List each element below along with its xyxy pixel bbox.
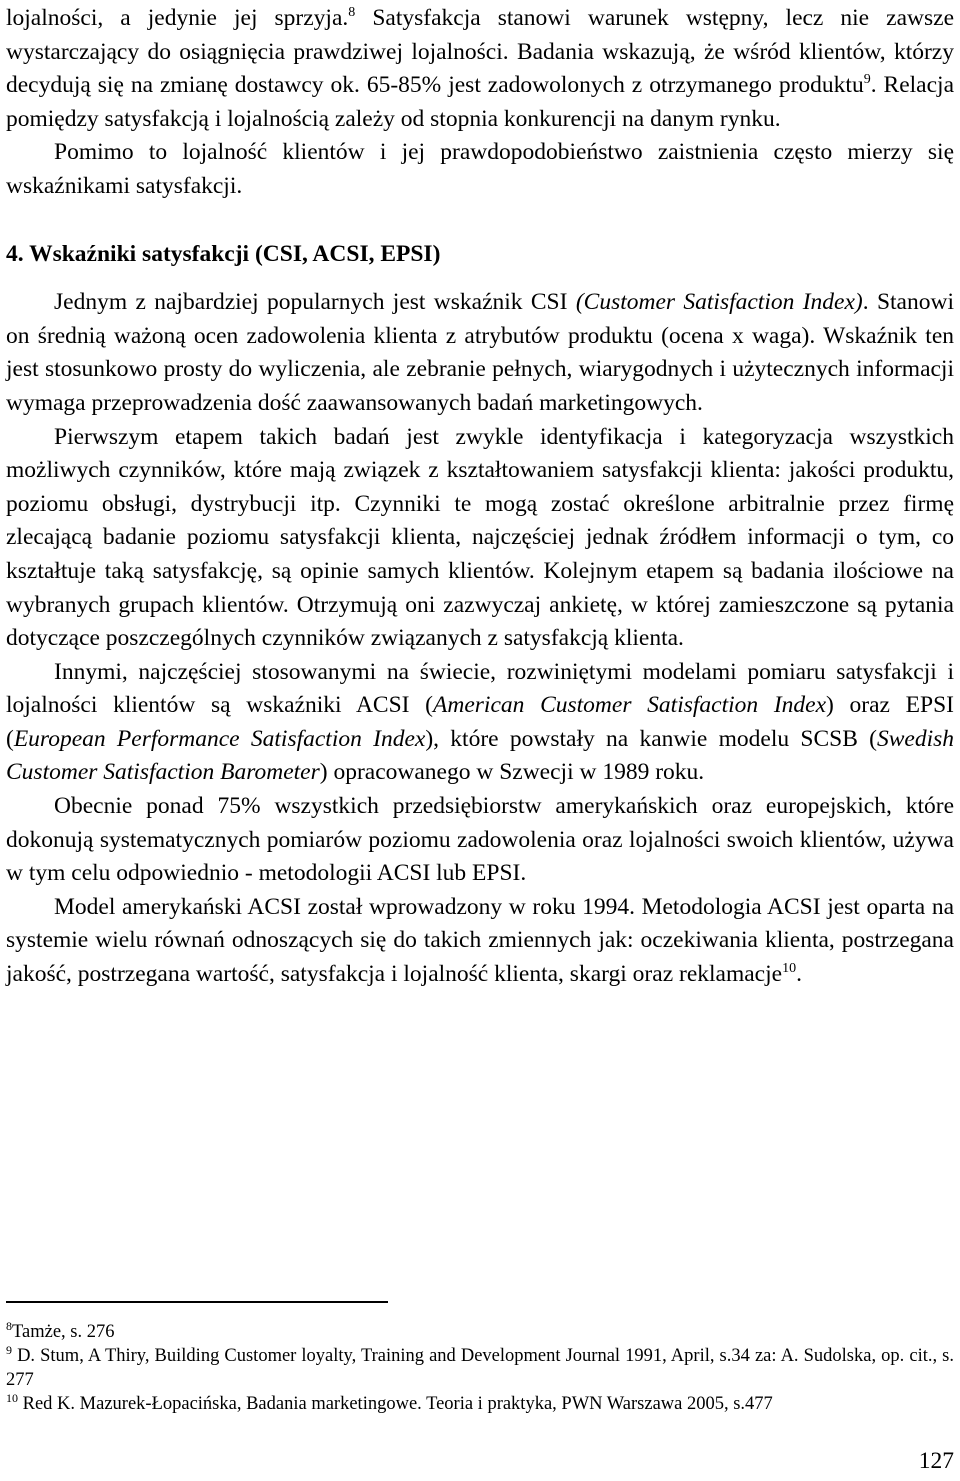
text-run: . Relacja pomiędzy satysfakcją i lojalnością zależy od stopnia konkurencji na danym rynku.	[6, 72, 960, 132]
footnote-separator	[6, 1301, 388, 1303]
text-run: Jednym z najbardziej popularnych jest wskaźnik CSI	[54, 289, 576, 316]
footnote-9	[6, 1344, 954, 1392]
paragraph-model	[6, 891, 960, 992]
text-run: ), które powstały na kanwie modelu SCSB (	[425, 725, 877, 752]
footnote-text: Tamże, s. 276	[12, 1322, 115, 1342]
footnote-number: 10	[6, 1390, 18, 1405]
text-run: .	[796, 961, 802, 988]
footnote-text: Red K. Mazurek-Łopacińska, Badania marketingowe. Teoria i praktyka, PWN Warszawa 2005, s.477	[18, 1394, 773, 1414]
paragraph-etapy: Pierwszym etapem takich badań jest zwykle identyfikacja i kategoryzacja wszystkich możliwych czynników, które mają związek z kształtowaniem satysfakcji klienta: jakości produktu, poziomu obsługi, dystrybucji itp. Czynniki te mogą zostać określone arbitralnie przez firmę zlecającą badanie poziomu satysfakcji klienta, najczęściej jednak źródłem informacji o tym, co kształtuje taką satysfakcję, są opinie samych klientów. Kolejnym etapem są badania ilościowe na wybranych grupach klientów. Otrzymują oni zazwyczaj ankietę, w której zamieszczone są pytania dotyczące poszczególnych czynników związanych z satysfakcją klienta.	[6, 423, 960, 652]
footnote-text: D. Stum, A Thiry, Building Customer loyalty, Training and Development Journal 1991, April, s.34 za: A. Sudolska, op. cit., s. 277	[6, 1346, 954, 1390]
paragraph-acsi-epsi	[6, 656, 960, 790]
paragraph-obecnie: Obecnie ponad 75% wszystkich przedsiębiorstw amerykańskich oraz europejskich, które dokonują systematycznych pomiarów poziomu zadowolenia oraz lojalności swoich klientów, używa w tym celu odpowiednio - metodologii ACSI lub EPSI.	[6, 793, 960, 887]
text-run: Satysfakcja stanowi warunek wstępny, lecz nie zawsze wystarczający do osiągnięcia prawdziwej lojalności. Badania wskazują, że wśród klientów, którzy decydują się na zmianę dostawcy ok. 65-85% jest zadowolonych z otrzymanego produktu	[6, 5, 960, 99]
footnote-8	[6, 1320, 954, 1344]
footnote-10	[6, 1392, 954, 1416]
text-run: Model amerykański ACSI został wprowadzony w roku 1994. Metodologia ACSI jest oparta na systemie wielu równań odnoszących się do takich zmiennych jak: oczekiwania klienta, postrzegana jakość, postrzegana wartość, satysfakcja i lojalność klienta, skargi oraz reklamacje	[6, 893, 960, 988]
text-run: . Stanowi on średnią ważoną ocen zadowolenia klienta z atrybutów produktu (ocena x waga). Wskaźnik ten jest stosunkowo prosty do wyliczenia, ale zebranie pełnych, wiarygodnych i użytecznych informacji wymaga przeprowadzenia dość zaawansowanych badań marketingowych.	[6, 289, 960, 416]
document-page	[6, 0, 960, 992]
text-run-italic: Swedish Customer Satisfaction Barometer	[6, 725, 960, 786]
footnote-ref-10[interactable]: 10	[782, 961, 797, 977]
text-run: lojalności, a jedynie jej sprzyja.	[6, 5, 349, 31]
text-run-italic: European Performance Satisfaction Index	[13, 725, 426, 752]
text-run-italic: American Customer Satisfaction Index	[433, 692, 827, 719]
paragraph-pomimo: Pomimo to lojalność klientów i jej prawdopodobieństwo zaistnienia często mierzy się wskaźnikami satysfakcji.	[6, 139, 960, 199]
text-run-italic: (Customer Satisfaction Index)	[575, 289, 863, 316]
paragraph-csi	[6, 286, 960, 420]
text-run: Innymi, najczęściej stosowanymi na świecie, rozwiniętymi modelami pomiaru satysfakcji i lojalności klientów są wskaźniki ACSI (	[6, 658, 960, 719]
footnote-ref-9[interactable]: 9	[863, 72, 871, 88]
footnote-number: 8	[6, 1318, 12, 1333]
footnote-number: 9	[6, 1342, 12, 1357]
footnote-ref-8[interactable]: 8	[348, 5, 356, 21]
text-run: ) opracowanego w Szwecji w 1989 roku.	[319, 759, 705, 786]
intro-paragraph	[6, 2, 960, 136]
section-heading: 4. Wskaźniki satysfakcji (CSI, ACSI, EPSI)	[6, 240, 441, 267]
page-number: 127	[918, 1448, 954, 1474]
text-run: ) oraz EPSI (	[6, 692, 960, 752]
